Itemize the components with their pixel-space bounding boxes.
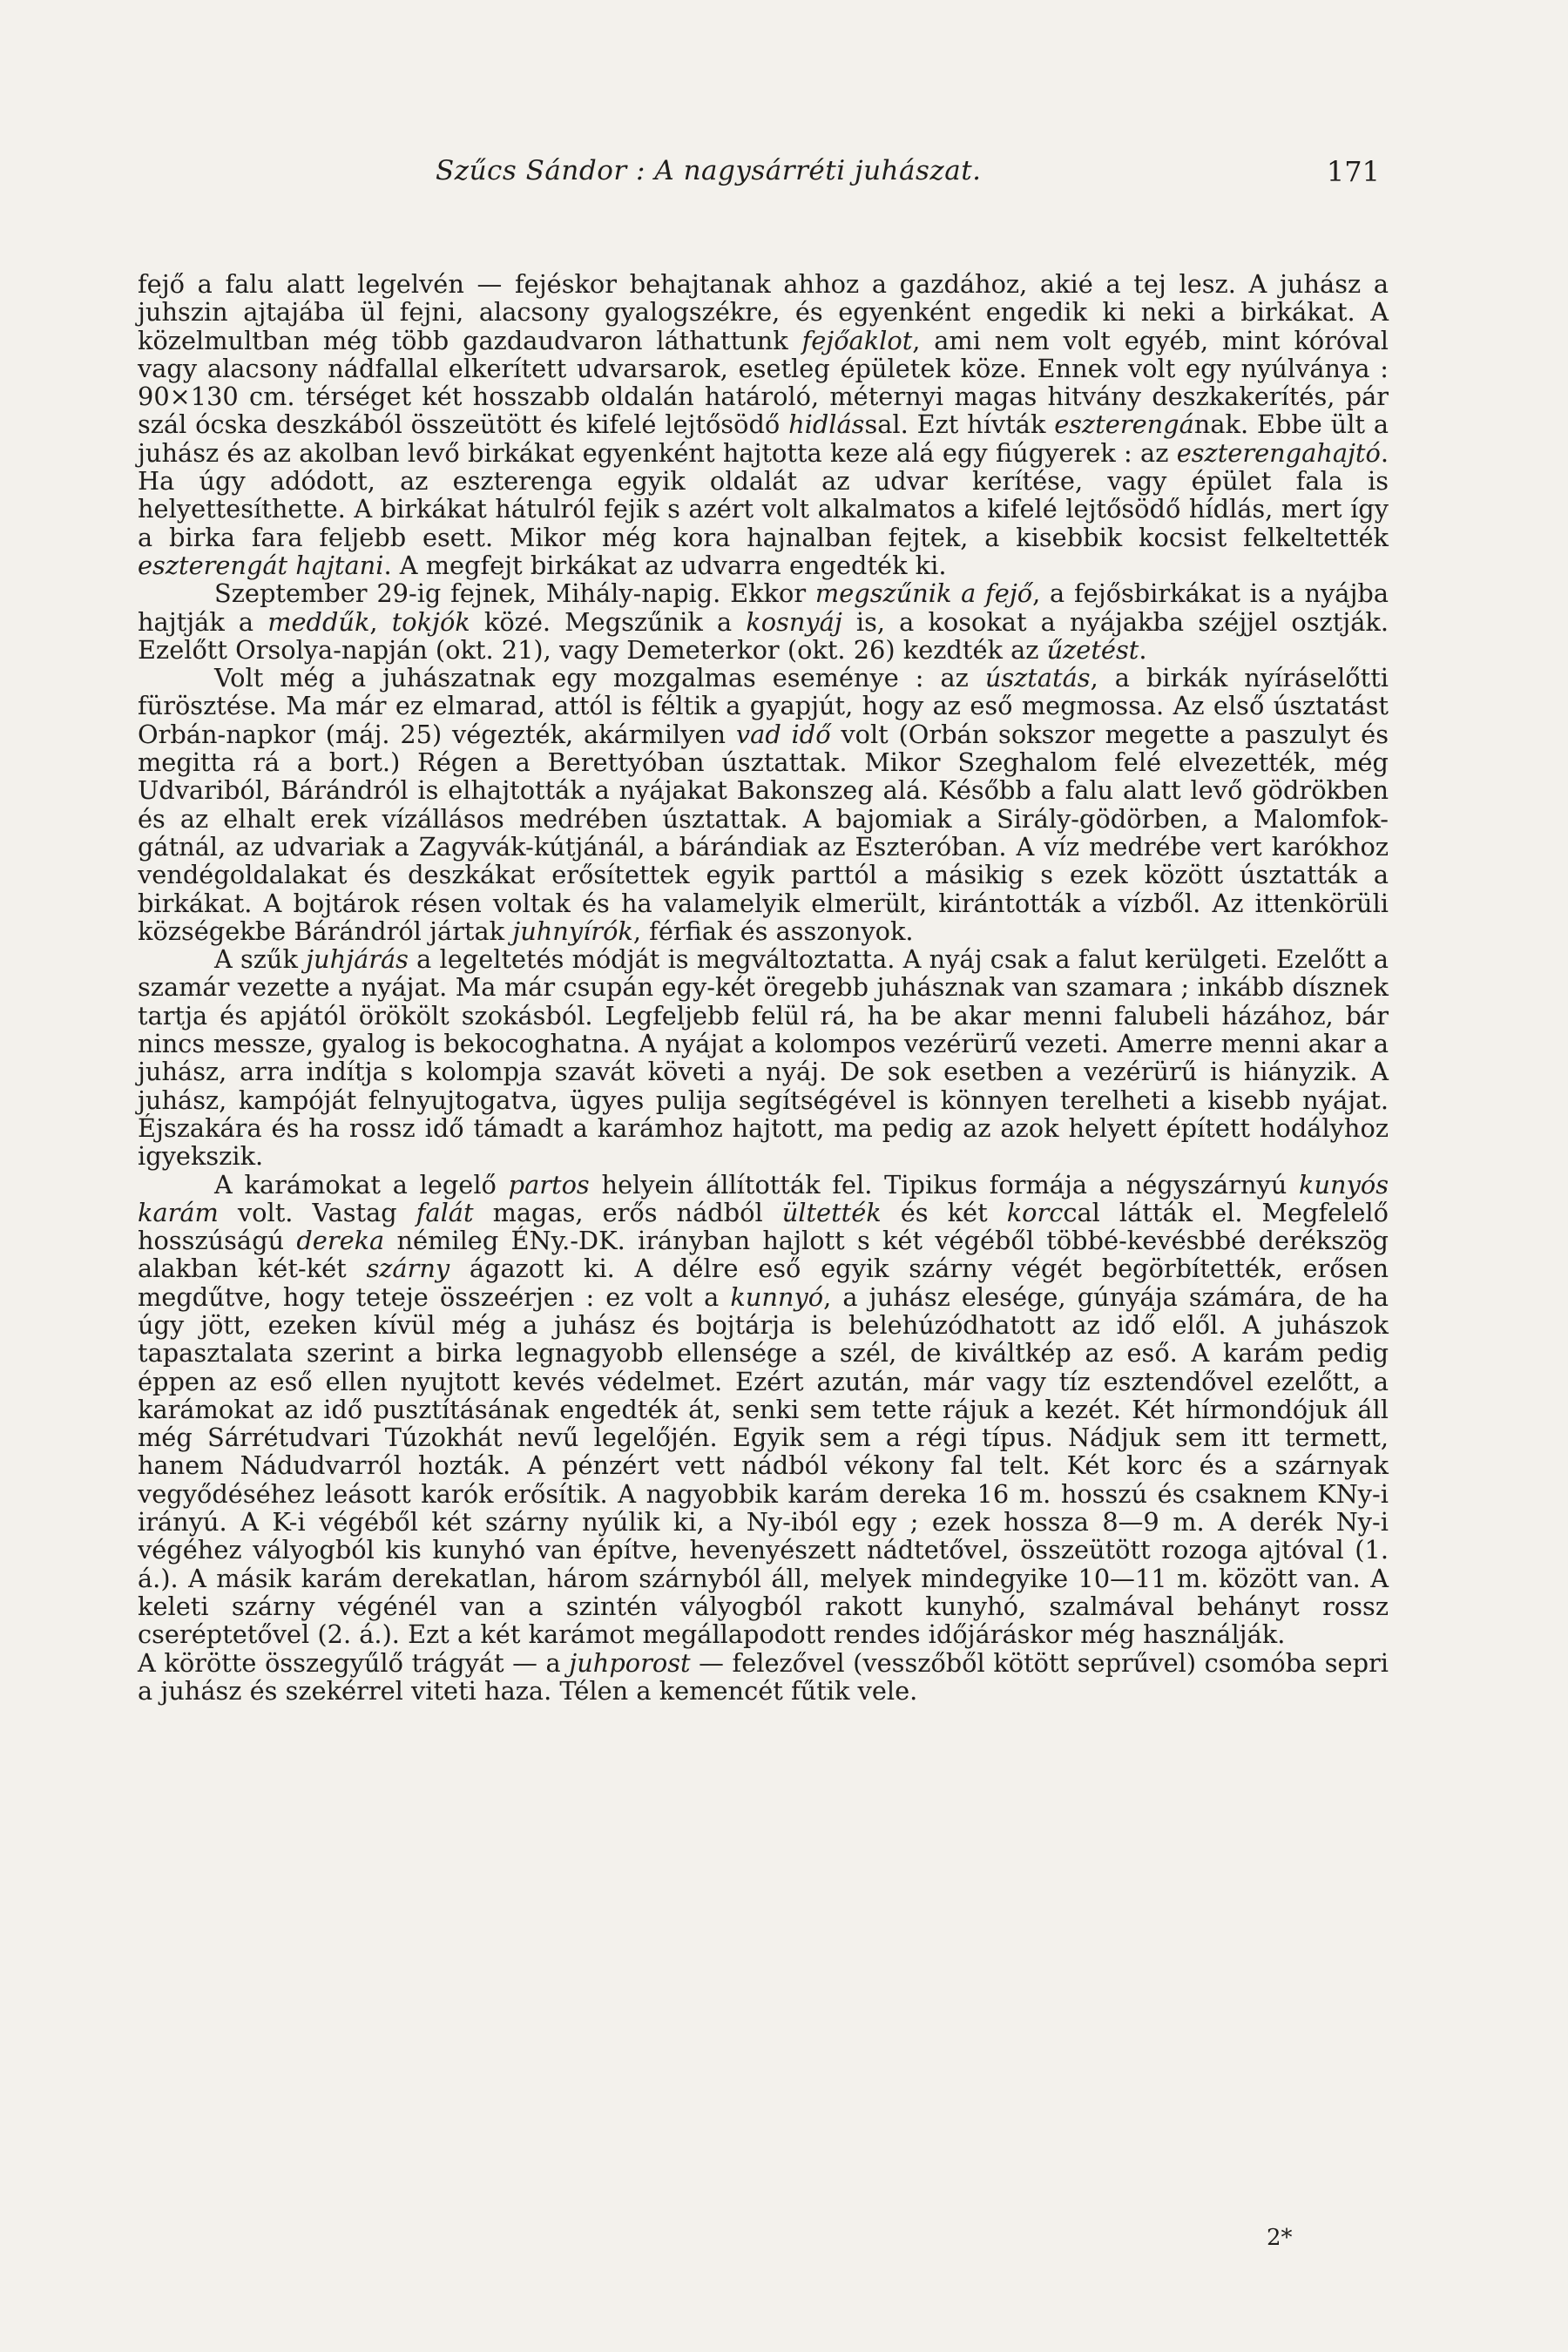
- paragraph: [138, 270, 1389, 579]
- page-header: [139, 155, 1394, 197]
- paragraph: [138, 1171, 1389, 1649]
- text-run: , a birkák nyíráselőtti fürösztése. Ma már ez elmarad, attól is féltik a gyapjút, hogy az eső megmossa. Az első úsztatást Orbán-napkor (máj. 25) végezték, akármilyen: [138, 663, 1389, 749]
- text-run: Szeptember 29-ig fejnek, Mihály-napig. Ekkor: [214, 578, 815, 609]
- text-run: ágazott ki. A délre eső egyik szárny végét begörbítették, erősen megdűtve, hogy teteje összeérjen : ez volt a: [138, 1254, 1389, 1312]
- text-run: A körötte összegyűlő trágyát — a: [138, 1647, 570, 1678]
- text-run: volt. Vastag: [218, 1197, 416, 1227]
- text-run: A karámokat a legelő: [214, 1169, 509, 1200]
- text-run: Volt még a juhászatnak egy mozgalmas eseménye : az: [214, 663, 985, 693]
- text-run: is, a kosokat a nyájakba széjjel osztják. Ezelőtt Orsolya-napján (okt. 21), vagy Demeterkor (okt. 26) kezdték az: [138, 606, 1389, 665]
- text-run: nak. Ebbe ült a juhász és az akolban levő birkákat egyenként hajtotta keze alá egy fiúgyerek : az: [138, 409, 1389, 468]
- text-run: magas, erős nádból: [473, 1197, 782, 1227]
- paragraph: [138, 1649, 1389, 1706]
- italic-term: eszterengát hajtani: [138, 550, 384, 580]
- text-run: némileg ÉNy.-DK. irányban hajlott s két végéből többé-kevésbbé derékszög alakban két-két: [138, 1226, 1389, 1284]
- italic-term: kosnyáj: [746, 606, 842, 637]
- italic-term: megszűnik a fejő: [814, 578, 1033, 609]
- italic-term: vad idő: [735, 719, 831, 749]
- text-run: A szűk: [214, 944, 307, 975]
- paragraph: [138, 579, 1389, 664]
- signature-mark: 2*: [1267, 2225, 1293, 2251]
- text-run: , férfiak és asszonyok.: [632, 916, 914, 946]
- text-run: . A megfejt birkákat az udvarra engedték ki.: [383, 550, 947, 580]
- text-run: ,: [369, 606, 392, 637]
- page-number: 171: [1326, 155, 1380, 188]
- text-run: , a juhász elesége, gúnyája számára, de ha úgy jött, ezeken kívül még a juhász és bojtárja is belehúzódhatott az idő elől. A juhászok tapasztalata szerint a birka legnagyobb ellensége a szél, de kiváltkép az eső. A karám pedig éppen az eső ellen nyujtott kevés védelmet. Ezért azután, már vagy tíz esztendővel ezelőtt, a karámokat az idő pusztításának engedték át, senki sem tette rájuk a kezét. Két hírmondójuk áll még Sárrétudvari Túzokhát nevű legelőjén. Egyik sem a régi típus. Nádjuk sem itt termett, hanem Nádudvarról hozták. A pénzért vett nádból vékony fal telt. Két korc és a szárnyak vegyődéséhez leásott karók erősítik. A nagyobbik karám dereka 16 m. hosszú és csaknem KNy-i irányú. A K-i végéből két szárny nyúlik ki, a Ny-iból egy ; ezek hossza 8—9 m. A derék Ny-i végéhez vályogból kis kunyhó van építve, hevenyészett nádtetővel, összeütött rozoga ajtóval (1. á.). A másik karám derekatlan, három szárnyból áll, melyek mindegyike 10—11 m. között van. A keleti szárny végénél van a szintén vályogból rakott kunyhó, szalmával behányt rossz cseréptetővel (2. á.). Ezt a két karámot megállapodott rendes időjáráskor még használják.: [138, 1281, 1389, 1650]
- text-run: cal látták el. Megfelelő hosszúságú: [138, 1197, 1389, 1256]
- paragraph: [138, 664, 1389, 945]
- italic-term: ültették: [781, 1197, 882, 1227]
- italic-term: űzetést: [1046, 634, 1139, 665]
- text-run: közé. Megszűnik a: [470, 606, 747, 637]
- italic-term: meddűk: [267, 606, 370, 637]
- text-run: és két: [881, 1197, 1007, 1227]
- text-run: sal. Ezt hívták: [864, 409, 1055, 440]
- italic-term: hidlás: [788, 409, 865, 440]
- italic-term: eszterengá: [1054, 409, 1194, 440]
- italic-term: juhporost: [569, 1647, 691, 1678]
- text-run: volt (Orbán sokszor megette a paszulyt és megitta rá a bort.) Régen a Berettyóban úsztattak. Mikor Szeghalom felé elvezették, még Udvariból, Bárándról is elhajtották a nyájakat Bakonszeg alá. Később a falu alatt levő gödrökben és az elhalt erek vízállásos medrében úsztattak. A bajomiak a Sirály-gödörben, a Malomfok-gátnál, az udvariak a Zagyvák-kútjánál, a bárándiak az Eszteróban. A víz medrébe vert karókhoz vendégoldalakat és deszkákat erősítettek egyik parttól a másikig s ezek között úsztatták a birkákat. A bojtárok résen voltak és ha valamelyik elmerült, kirántották a vízből. Az ittenkörüli községekbe Bárándról jártak: [138, 719, 1389, 946]
- italic-term: juhjárás: [306, 944, 409, 975]
- italic-term: partos: [508, 1169, 590, 1200]
- body-text: [138, 270, 1389, 1705]
- text-run: a legeltetés módját is megváltoztatta. A nyáj csak a falut kerülgeti. Ezelőtt a szamár vezette a nyájat. Ma már csupán egy-két öregebb juhásznak van szamara ; inkább dísznek tartja és apjától örökölt szokásból. Legfeljebb felül rá, ha be akar menni falubeli házához, bár nincs messze, gyalog is bekocoghatna. A nyájat a kolompos vezérürű vezeti. Amerre menni akar a juhász, arra indítja s kolompja szavát követi a nyáj. De sok esetben a vezérürű is hiányzik. A juhász, kampóját felnyujtogatva, ügyes pulija segítségével is könnyen terelheti a kisebb nyájat. Éjszakára és ha rossz idő támadt a karámhoz hajtott, ma pedig az azok helyett épített hodályhoz igyekszik.: [138, 944, 1389, 1172]
- italic-term: kunnyó: [730, 1281, 824, 1312]
- running-head: Szűcs Sándor : A nagysárréti juhászat.: [436, 155, 982, 186]
- italic-term: szárny: [366, 1254, 450, 1284]
- italic-term: korc: [1006, 1197, 1064, 1227]
- text-run: , ami nem volt egyéb, mint kóróval vagy alacsony nádfallal elkerített udvarsarok, esetleg épületek köze. Ennek volt egy nyúlványa : 90×130 cm. térséget két hosszabb oldalán határoló, méternyi magas hitvány deszkakerítés, pár szál ócska deszkából összeütött és kifelé lejtősödő: [138, 325, 1389, 440]
- italic-term: falát: [416, 1197, 474, 1227]
- paragraph: [138, 945, 1389, 1170]
- text-run: fejő a falu alatt legelvén — fejéskor behajtanak ahhoz a gazdához, akié a tej lesz. A juhász a juhszin ajtajába ül fejni, alacsony gyalogszékre, és egyenként engedik ki neki a birkákat. A közelmultban még több gazdaudvaron láthattunk: [138, 269, 1389, 355]
- italic-term: kunyós karám: [138, 1169, 1389, 1227]
- italic-term: fejőaklot: [801, 325, 913, 355]
- text-run: . Ha úgy adódott, az eszterenga egyik oldalát az udvar kerítése, vagy épület fala is helyettesíthette. A birkákat hátulról fejik s azért volt alkalmatos a kifelé lejtősödő hídlás, mert így a birka fara feljebb esett. Mikor még kora hajnalban fejtek, a kisebbik kocsist felkeltették: [138, 437, 1389, 552]
- text-run: .: [1139, 634, 1147, 665]
- italic-term: tokjók: [391, 606, 470, 637]
- text-run: — felezővel (vesszőből kötött seprűvel) csomóba sepri a juhász és szekérrel viteti haza. Télen a kemencét fűtik vele.: [138, 1647, 1389, 1706]
- text-run: , a fejősbirkákat is a nyájba hajtják a: [138, 578, 1389, 637]
- italic-term: eszterengahajtó: [1176, 437, 1381, 468]
- italic-term: dereka: [296, 1226, 385, 1256]
- italic-term: úsztatás: [984, 663, 1091, 693]
- text-run: helyein állították fel. Tipikus formája a négyszárnyú: [589, 1169, 1300, 1200]
- italic-term: juhnyírók: [512, 916, 633, 946]
